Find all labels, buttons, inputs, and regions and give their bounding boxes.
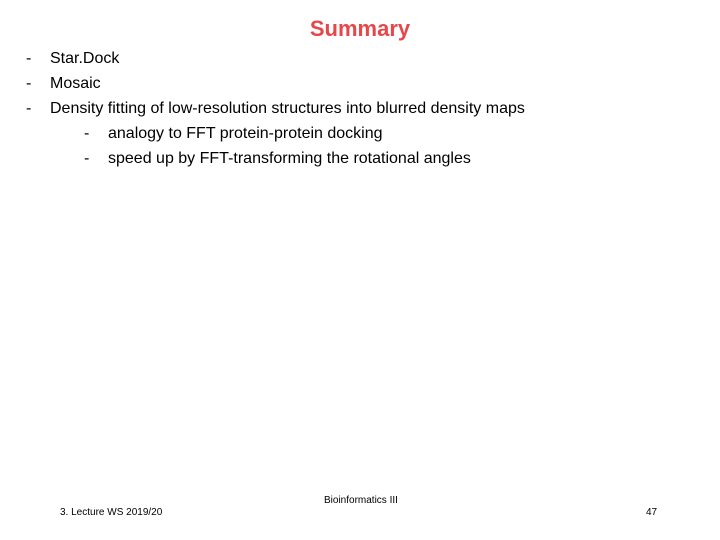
footer-course: Bioinformatics III (324, 495, 398, 506)
bullet-marker: - (26, 50, 32, 67)
bullet-item (26, 98, 706, 120)
bullet-text: Star.Dock (50, 50, 120, 67)
page-number: 47 (646, 507, 658, 518)
bullet-item (26, 73, 706, 95)
bullet-marker: - (84, 150, 90, 167)
footer-lecture: 3. Lecture WS 2019/20 (60, 507, 163, 518)
bullet-item (26, 48, 706, 70)
bullet-text: Mosaic (50, 75, 101, 92)
bullet-marker: - (84, 125, 90, 142)
bullet-text: speed up by FFT-transforming the rotational angles (108, 150, 471, 167)
bullet-marker: - (26, 100, 32, 117)
sub-bullet-item (26, 123, 706, 145)
bullet-text: analogy to FFT protein-protein docking (108, 125, 383, 142)
bullet-list (26, 48, 706, 173)
bullet-text: Density fitting of low-resolution structures into blurred density maps (50, 100, 525, 117)
bullet-marker: - (26, 75, 32, 92)
sub-bullet-item (26, 148, 706, 170)
slide-title: Summary (309, 16, 411, 41)
